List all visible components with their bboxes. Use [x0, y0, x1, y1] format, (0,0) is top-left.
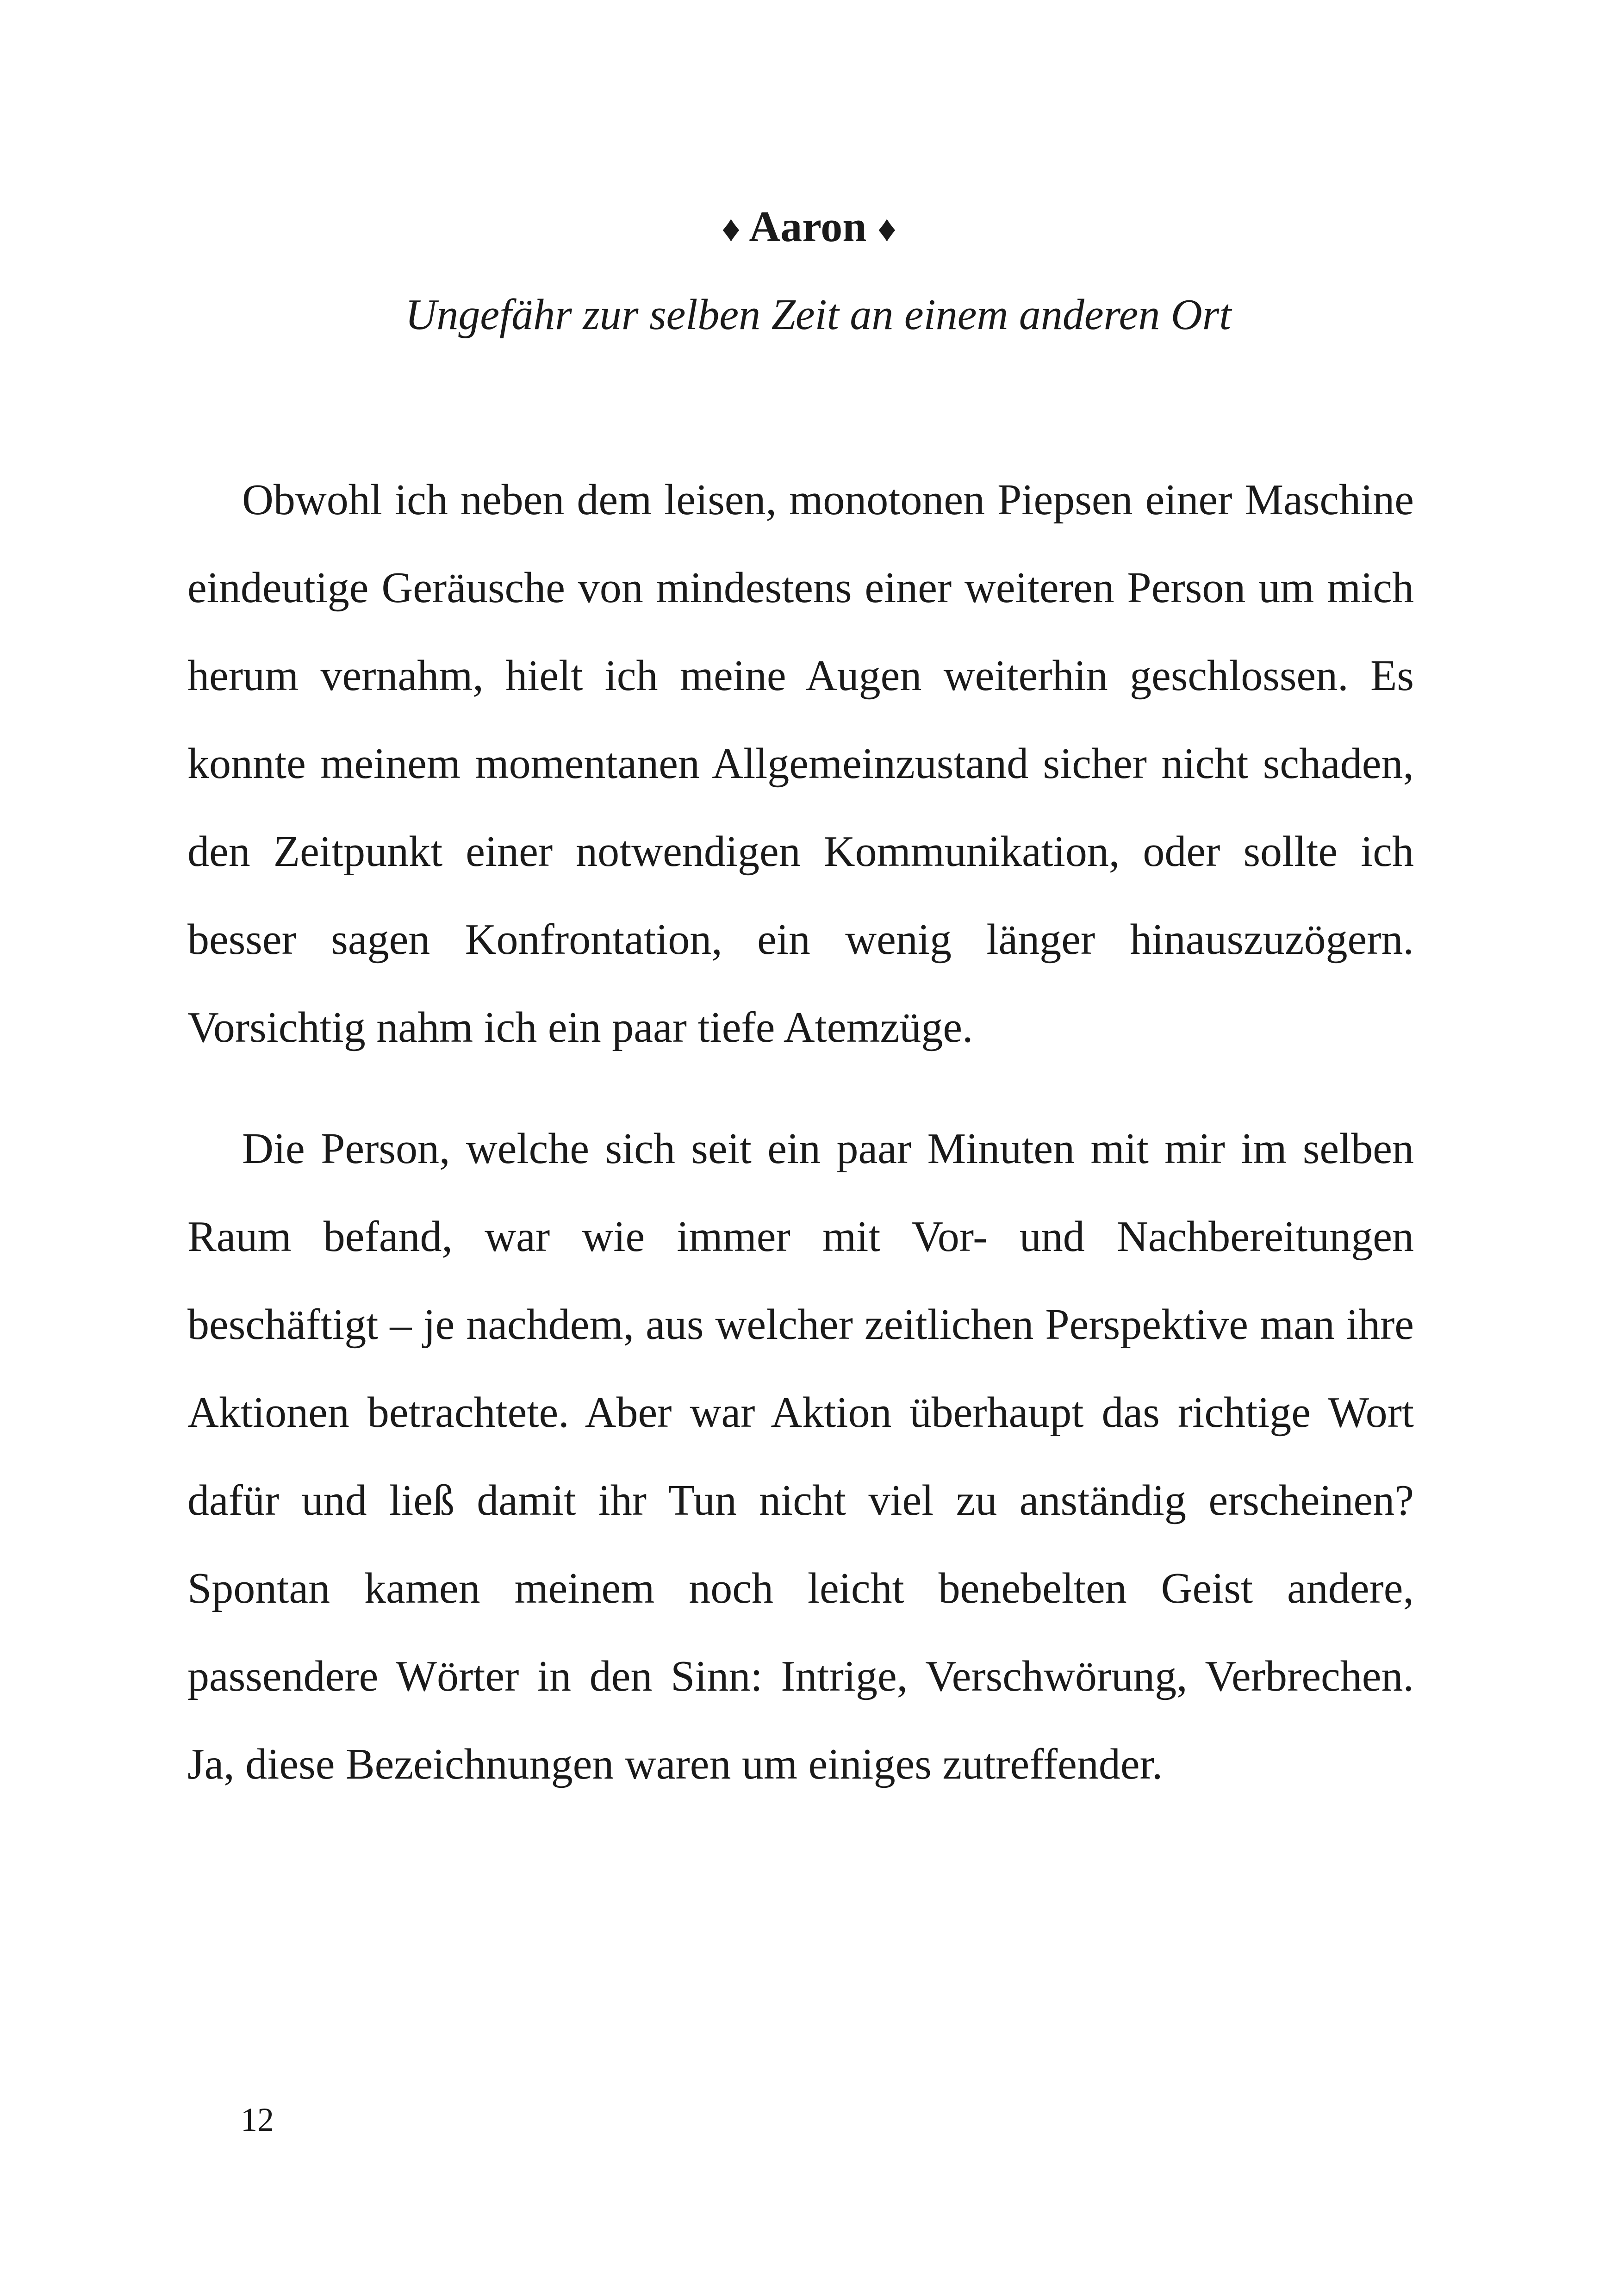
diamond-right-icon: ♦: [877, 209, 896, 249]
chapter-heading: [0, 199, 1618, 257]
chapter-subtitle: Ungefähr zur selben Zeit an einem anderen Ort: [405, 291, 1232, 339]
page-number: 12: [241, 2101, 274, 2138]
body-text: [187, 456, 1414, 1808]
chapter-title: Aaron: [749, 203, 867, 251]
paragraph-2: Die Person, welche sich seit ein paar Minuten mit mir im selben Raum befand, war wie immer mit Vor- und Nachbereitungen beschäftigt – je nachdem, aus welcher zeitlichen Perspektive man ihre Aktionen betrachtete. Aber war Aktion überhaupt das richtige Wort dafür und ließ damit ihr Tun nicht viel zu anständig erscheinen? Spontan kamen meinem noch leicht benebelten Geist andere, passendere Wörter in den Sinn: Intrige, Verschwörung, Verbrechen. Ja, diese Bezeichnungen waren um einiges zutreffender.: [187, 1125, 1414, 1788]
paragraph-1: Obwohl ich neben dem leisen, monotonen Piepsen einer Maschine eindeutige Geräusche von mindestens einer weiteren Person um mich herum vernahm, hielt ich meine Augen weiterhin geschlossen. Es konnte meinem momentanen Allgemeinzustand sicher nicht schaden, den Zeitpunkt einer notwendigen Kommunikation, oder sollte ich besser sagen Konfrontation, ein wenig länger hinauszuzögern. Vorsichtig nahm ich ein paar tiefe Atemzüge.: [187, 476, 1414, 1052]
diamond-left-icon: ♦: [722, 209, 741, 249]
